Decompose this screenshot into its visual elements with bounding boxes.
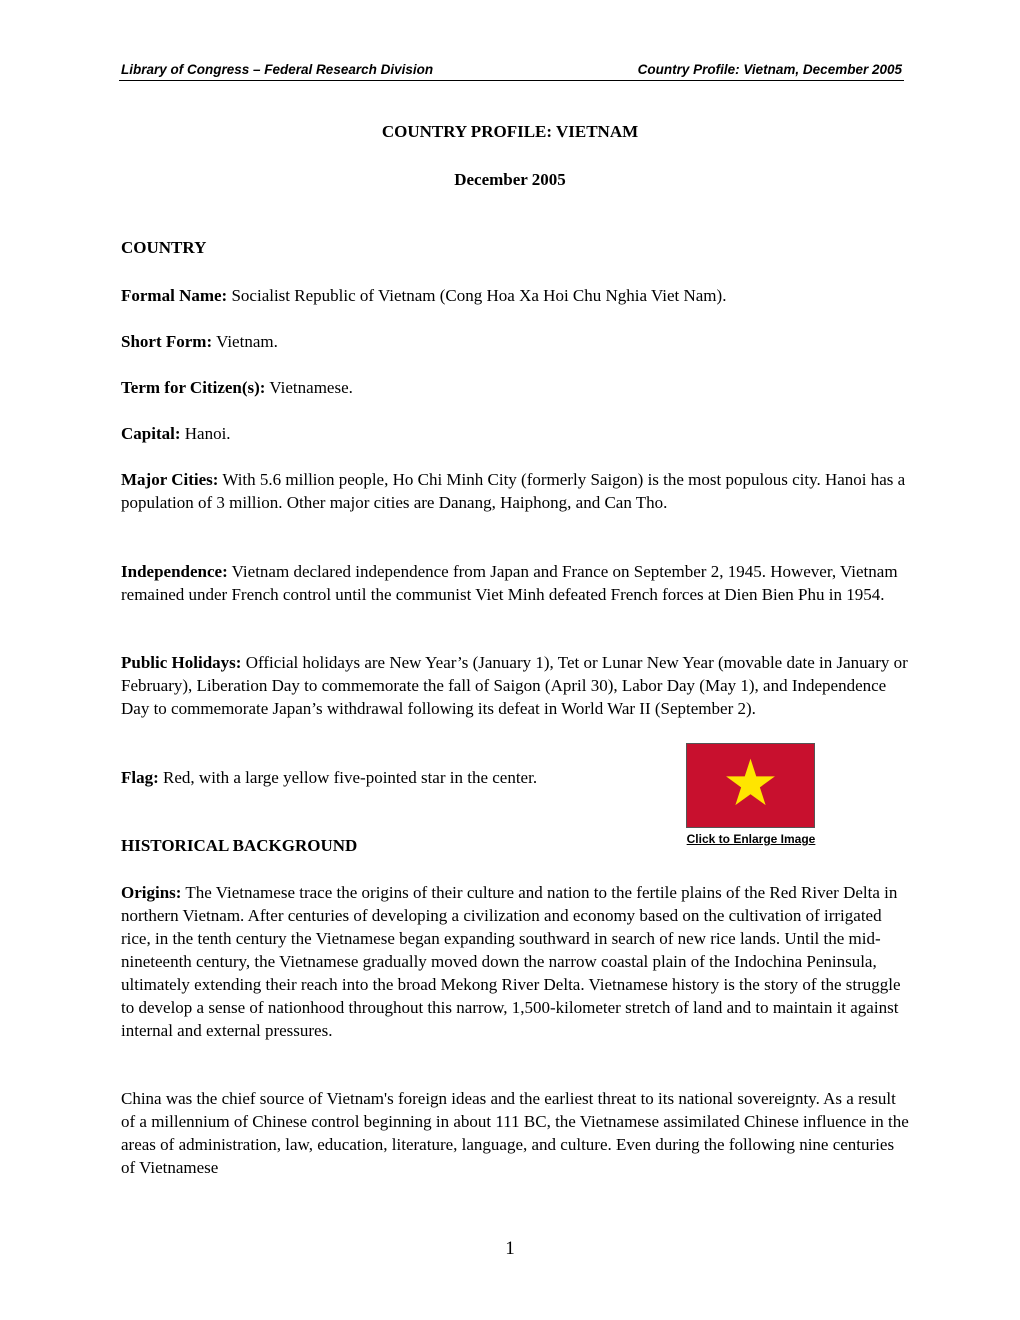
entry-text: Vietnamese. <box>265 378 353 397</box>
entry-label: Formal Name: <box>121 286 228 305</box>
entry-citizens <box>121 376 911 399</box>
entry-text: Hanoi. <box>180 424 231 443</box>
entry-flag <box>121 766 661 789</box>
entry-label: Flag: <box>121 768 159 787</box>
entry-origins <box>121 881 911 1042</box>
entry-text: The Vietnamese trace the origins of their culture and nation to the fertile plains of the Red River Delta in northern Vietnam. After centuries of developing a civilization and economy based on the cultivation of irrigated rice, in the tenth century the Vietnamese began expanding southward in search of new rice lands. Until the mid-nineteenth century, the Vietnamese gradually moved down the narrow coastal plain of the Indochina Peninsula, ultimately extending their reach into the broad Mekong River Delta. Vietnamese history is the story of the struggle to develop a sense of nationhood throughout this narrow, 1,500-kilometer stretch of land and to maintain it against internal and external pressures. <box>121 883 901 1040</box>
entry-text: With 5.6 million people, Ho Chi Minh City (formerly Saigon) is the most populous city. Hanoi has a population of 3 million. Other major cities are Danang, Haiphong, and Can Tho. <box>121 470 906 512</box>
section-heading-historical-background: HISTORICAL BACKGROUND <box>121 836 358 855</box>
document-date: December 2005 <box>454 170 566 189</box>
entry-label: Independence: <box>121 562 228 581</box>
entry-text: Vietnam declared independence from Japan and France on September 2, 1945. However, Vietnam remained under French control until the communist Viet Minh defeated French forces at Dien Bien Phu in 1954. <box>121 562 898 604</box>
vietnam-flag-icon <box>687 744 814 827</box>
entry-independence <box>121 560 911 606</box>
entry-label: Origins: <box>121 883 182 902</box>
header-right: Country Profile: Vietnam, December 2005 <box>637 62 902 77</box>
document-title: COUNTRY PROFILE: VIETNAM <box>381 122 639 141</box>
entry-major-cities <box>121 468 911 514</box>
running-header <box>119 60 904 81</box>
entry-public-holidays <box>121 651 911 720</box>
entry-label: Capital: <box>121 424 181 443</box>
vietnam-flag-image[interactable] <box>686 743 815 828</box>
page-number: 1 <box>505 1238 515 1259</box>
entry-label: Short Form: <box>121 332 213 351</box>
entry-label: Major Cities: <box>121 470 219 489</box>
entry-text: Vietnam. <box>212 332 278 351</box>
section-heading-country: COUNTRY <box>121 238 207 257</box>
entry-label: Term for Citizen(s): <box>121 378 266 397</box>
entry-formal-name <box>121 284 911 307</box>
entry-label: Public Holidays: <box>121 653 242 672</box>
entry-capital <box>121 422 911 445</box>
enlarge-image-link[interactable]: Click to Enlarge Image <box>686 832 816 846</box>
entry-short-form <box>121 330 911 353</box>
china-paragraph: China was the chief source of Vietnam's foreign ideas and the earliest threat to its national sovereignty. As a result of a millennium of Chinese control beginning in about 111 BC, the Vietnamese assimilated Chinese influence in the areas of administration, law, education, literature, language, and culture. Even during the following nine centuries of Vietnamese <box>121 1089 909 1177</box>
entry-text: Red, with a large yellow five-pointed star in the center. <box>158 768 538 787</box>
header-left: Library of Congress – Federal Research Division <box>121 62 434 77</box>
entry-text: Socialist Republic of Vietnam (Cong Hoa Xa Hoi Chu Nghia Viet Nam). <box>227 286 727 305</box>
entry-text: Official holidays are New Year’s (January 1), Tet or Lunar New Year (movable date in January or February), Liberation Day to commemorate the fall of Saigon (April 30), Labor Day (May 1), and Independence Day to commemorate Japan’s withdrawal following its defeat in World War II (September 2). <box>121 653 908 718</box>
